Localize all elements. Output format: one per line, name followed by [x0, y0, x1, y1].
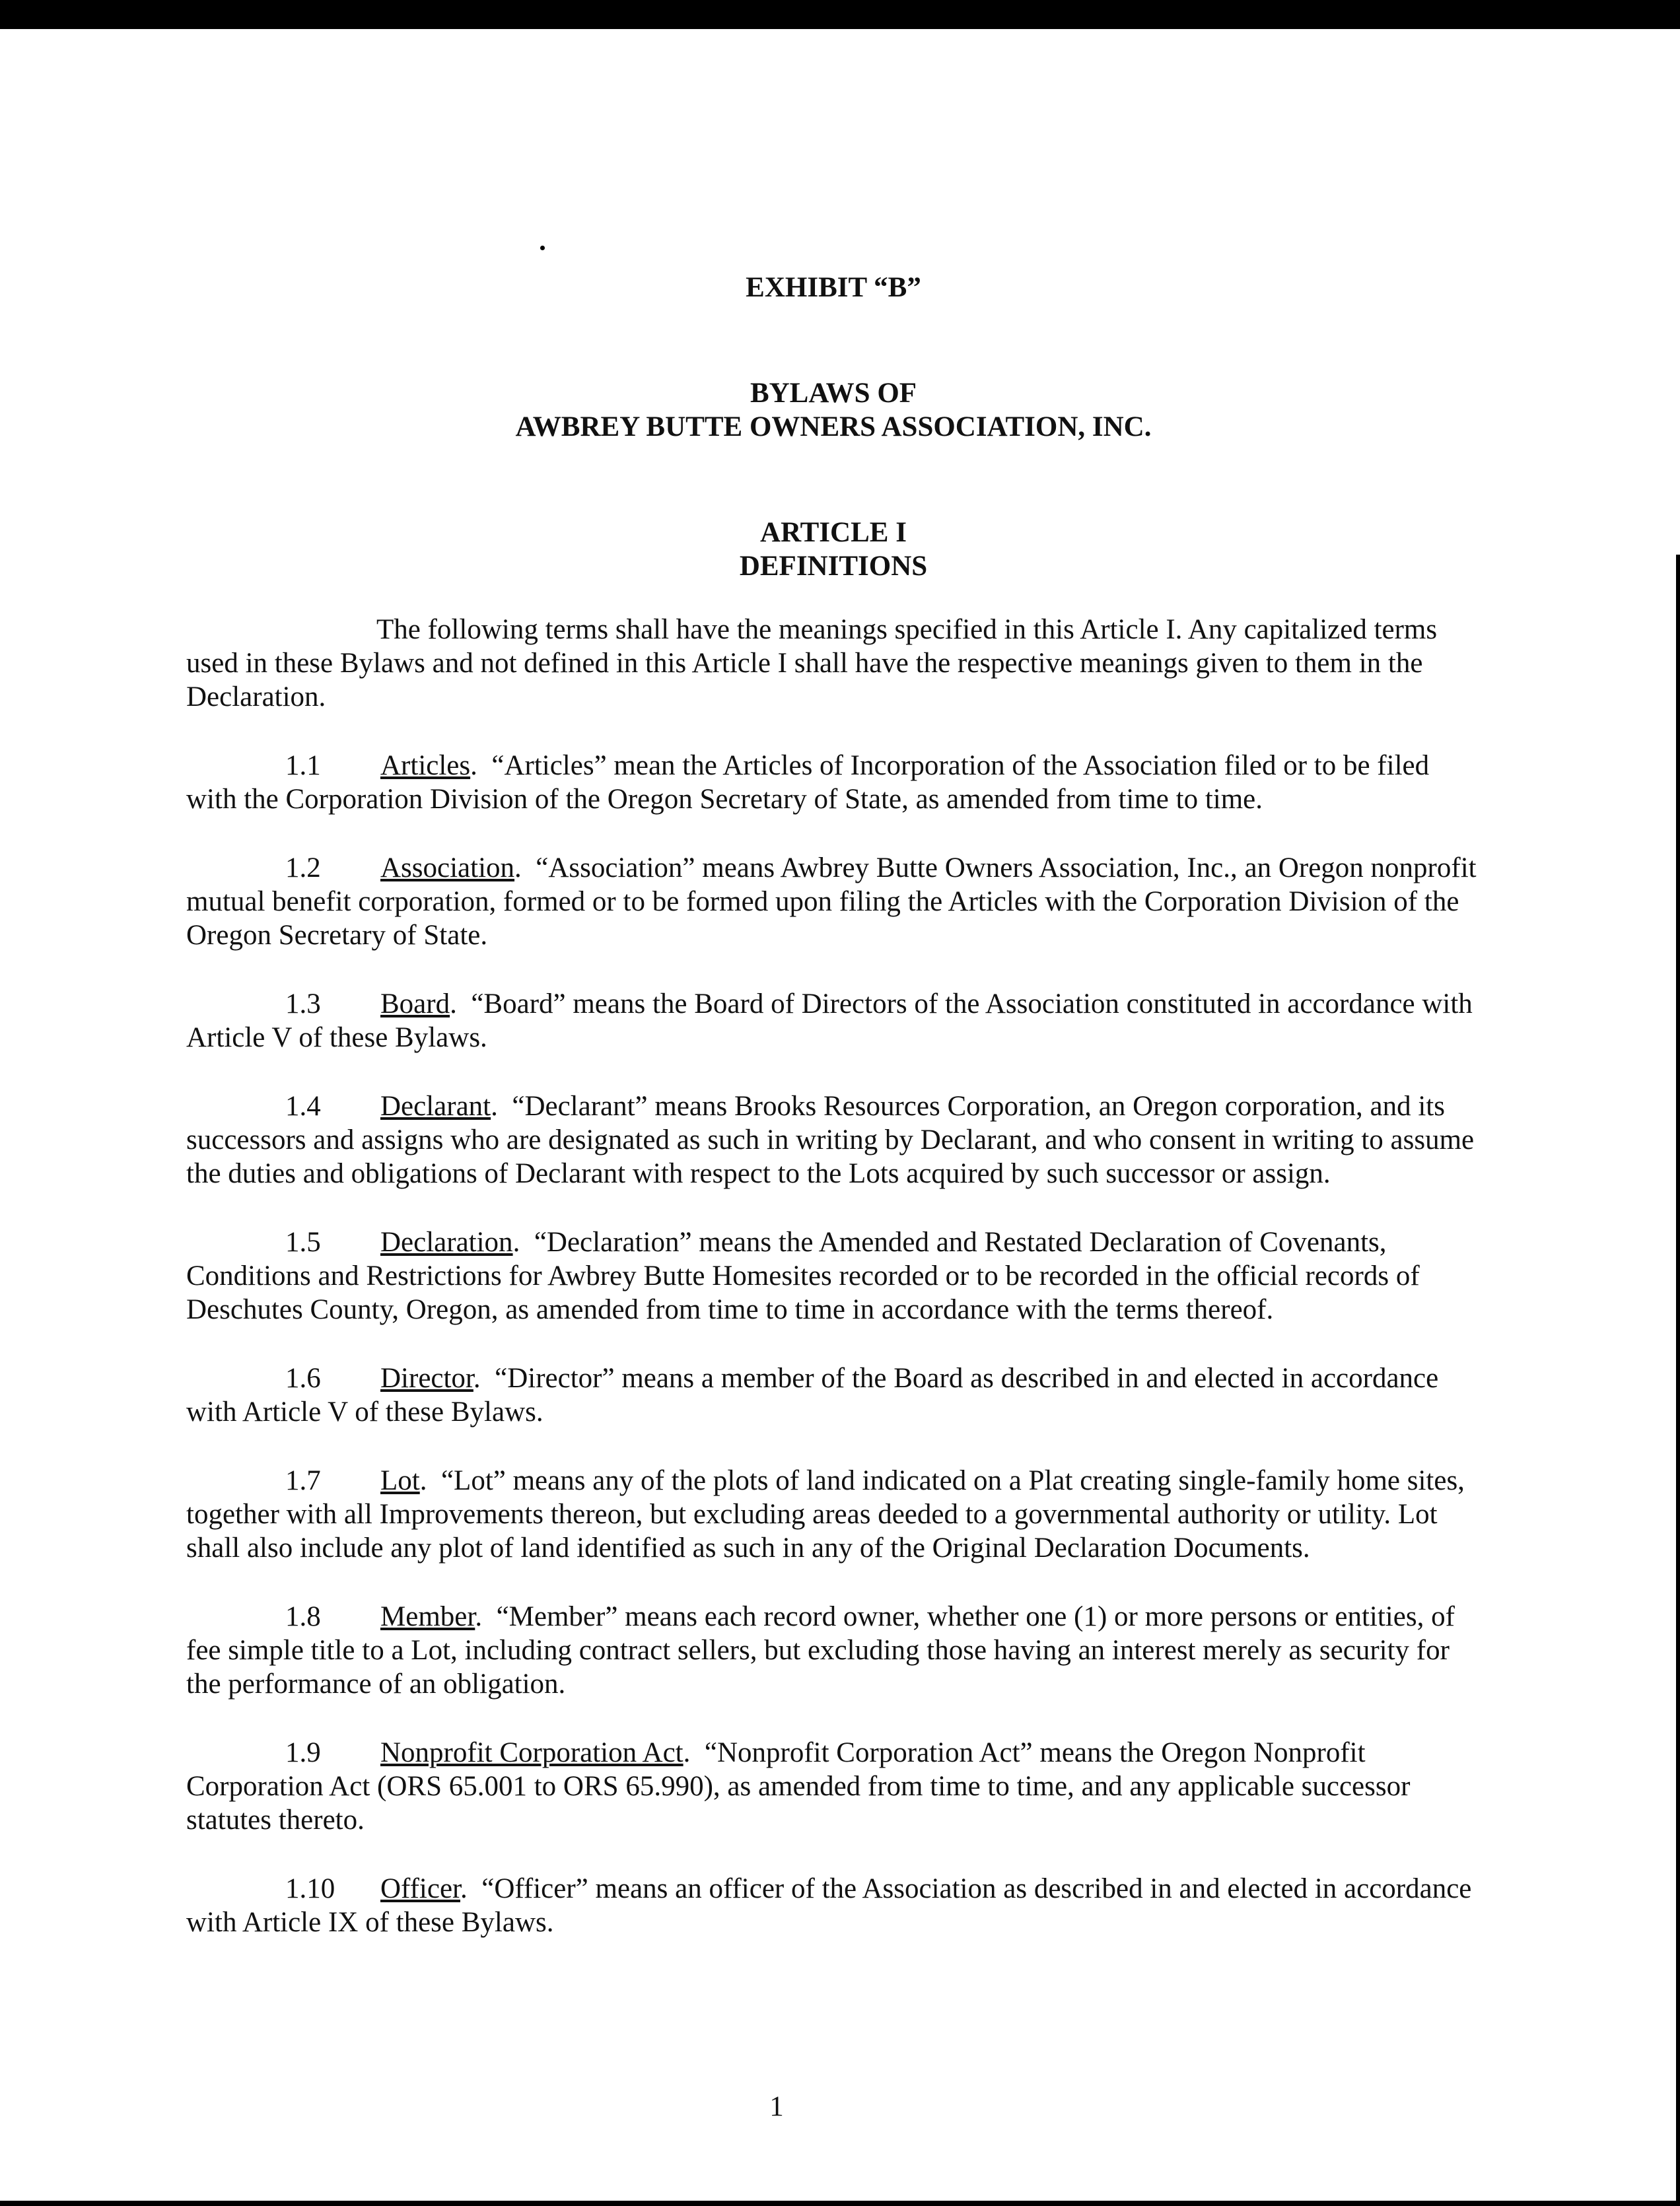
definition-term: Director: [380, 1363, 473, 1394]
definitions-list: [186, 749, 1481, 1939]
scan-right-border: [1676, 555, 1680, 2206]
definition-number: 1.4: [285, 1091, 321, 1122]
bylaws-title-line2: AWBREY BUTTE OWNERS ASSOCIATION, INC.: [515, 411, 1152, 442]
definition-term: Board: [380, 988, 450, 1019]
bylaws-title-line1: BYLAWS OF: [750, 378, 917, 409]
definition-text: “Declarant” means Brooks Resources Corporation, an Oregon corporation, and its successors and assigns who are designated as such in writing by Declarant, and who consent in writing to assume the duties and obligations of Declarant with respect to the Lots acquired by such successor or assign.: [186, 1091, 1475, 1189]
definition-item: 1.3 Board. “Board” means the Board of Directors of the Association constituted in accordance with Article V of these Bylaws.: [186, 988, 1473, 1053]
definition-text: “Board” means the Board of Directors of the Association constituted in accordance with Article V of these Bylaws.: [186, 988, 1473, 1053]
definition-text: “Member” means each record owner, whether one (1) or more persons or entities, of fee simple title to a Lot, including contract sellers, but excluding those having an interest merely as security for the performance of an obligation.: [186, 1601, 1455, 1700]
definition-number: 1.2: [285, 852, 321, 883]
definition-term: Nonprofit Corporation Act: [380, 1737, 683, 1768]
definition-item: 1.8 Member. “Member” means each record owner, whether one (1) or more persons or entities, of fee simple title to a Lot, including contract sellers, but excluding those having an interest merely as security for the performance of an obligation.: [186, 1601, 1455, 1700]
scan-bottom-border: [0, 2201, 1680, 2206]
definition-item: 1.5 Declaration. “Declaration” means the Amended and Restated Declaration of Covenants, Conditions and Restrictions for Awbrey Butte Homesites recorded or to be recorded in the official records of Deschutes County, Oregon, as amended from time to time in accordance with the terms thereof.: [186, 1227, 1420, 1325]
article-title: DEFINITIONS: [739, 551, 928, 582]
definition-text: “Officer” means an officer of the Association as described in and elected in accordance with Article IX of these Bylaws.: [186, 1873, 1472, 1938]
definition-term: Articles: [380, 750, 471, 781]
article-heading: [186, 516, 1481, 583]
definition-item: 1.4 Declarant. “Declarant” means Brooks Resources Corporation, an Oregon corporation, and its successors and assigns who are designated as such in writing by Declarant, and who consent in writing to assume the duties and obligations of Declarant with respect to the Lots acquired by such successor or assign.: [186, 1091, 1475, 1189]
page-number: 1: [769, 2091, 784, 2122]
definition-item: 1.2 Association. “Association” means Awbrey Butte Owners Association, Inc., an Oregon nonprofit mutual benefit corporation, formed or to be formed upon filing the Articles with the Corporation Division of the Oregon Secretary of State.: [186, 852, 1477, 951]
definition-item: 1.9 Nonprofit Corporation Act. “Nonprofit Corporation Act” means the Oregon Nonprofit Corporation Act (ORS 65.001 to ORS 65.990), as amended from time to time, and any applicable successor statutes thereto.: [186, 1737, 1411, 1836]
definition-number: 1.6: [285, 1363, 321, 1394]
document-page: [186, 271, 1481, 1939]
definition-term: Lot: [380, 1465, 420, 1496]
definition-number: 1.1: [285, 750, 321, 781]
article-number: ARTICLE I: [760, 517, 907, 548]
definition-term: Declaration: [380, 1227, 513, 1258]
definition-term: Association: [380, 852, 515, 883]
definition-text: “Nonprofit Corporation Act” means the Oregon Nonprofit Corporation Act (ORS 65.001 to ORS 65.990), as amended from time to time, and any applicable successor statutes thereto.: [186, 1737, 1411, 1836]
definition-text: “Declaration” means the Amended and Restated Declaration of Covenants, Conditions and Restrictions for Awbrey Butte Homesites recorded or to be recorded in the official records of Deschutes County, Oregon, as amended from time to time in accordance with the terms thereof.: [186, 1227, 1420, 1325]
intro-paragraph: The following terms shall have the meanings specified in this Article I. Any capitalized terms used in these Bylaws and not defined in this Article I shall have the respective meanings given to them in the Declaration.: [186, 614, 1438, 712]
exhibit-title: EXHIBIT “B”: [746, 272, 921, 303]
definition-term: Member: [380, 1601, 475, 1632]
definition-term: Declarant: [380, 1091, 491, 1122]
definition-item: 1.7 Lot. “Lot” means any of the plots of land indicated on a Plat creating single-family home sites, together with all Improvements thereon, but excluding areas deeded to a governmental authority or utility. Lot shall also include any plot of land identified as such in any of the Original Declaration Documents.: [186, 1465, 1465, 1564]
scan-speck: [540, 246, 545, 250]
definition-item: 1.6 Director. “Director” means a member of the Board as described in and elected in accordance with Article V of these Bylaws.: [186, 1363, 1439, 1428]
definition-number: 1.3: [285, 988, 321, 1019]
definition-text: “Association” means Awbrey Butte Owners Association, Inc., an Oregon nonprofit mutual benefit corporation, formed or to be formed upon filing the Articles with the Corporation Division of the Oregon Secretary of State.: [186, 852, 1477, 951]
definition-number: 1.10: [285, 1873, 335, 1904]
definition-item: 1.10 Officer. “Officer” means an officer of the Association as described in and elected in accordance with Article IX of these Bylaws.: [186, 1873, 1472, 1938]
definition-term: Officer: [380, 1873, 460, 1904]
definition-text: “Director” means a member of the Board as described in and elected in accordance with Article V of these Bylaws.: [186, 1363, 1439, 1428]
definition-text: “Articles” mean the Articles of Incorporation of the Association filed or to be filed with the Corporation Division of the Oregon Secretary of State, as amended from time to time.: [186, 750, 1430, 815]
definition-number: 1.8: [285, 1601, 321, 1632]
definition-item: 1.1 Articles. “Articles” mean the Articles of Incorporation of the Association filed or to be filed with the Corporation Division of the Oregon Secretary of State, as amended from time to time.: [186, 750, 1430, 815]
scan-top-border: [0, 0, 1680, 29]
definition-number: 1.5: [285, 1227, 321, 1258]
definition-number: 1.7: [285, 1465, 321, 1496]
definition-text: “Lot” means any of the plots of land indicated on a Plat creating single-family home sites, together with all Improvements thereon, but excluding areas deeded to a governmental authority or utility. Lot shall also include any plot of land identified as such in any of the Original Declaration Documents.: [186, 1465, 1465, 1564]
bylaws-title: [186, 376, 1481, 444]
definition-number: 1.9: [285, 1737, 321, 1768]
